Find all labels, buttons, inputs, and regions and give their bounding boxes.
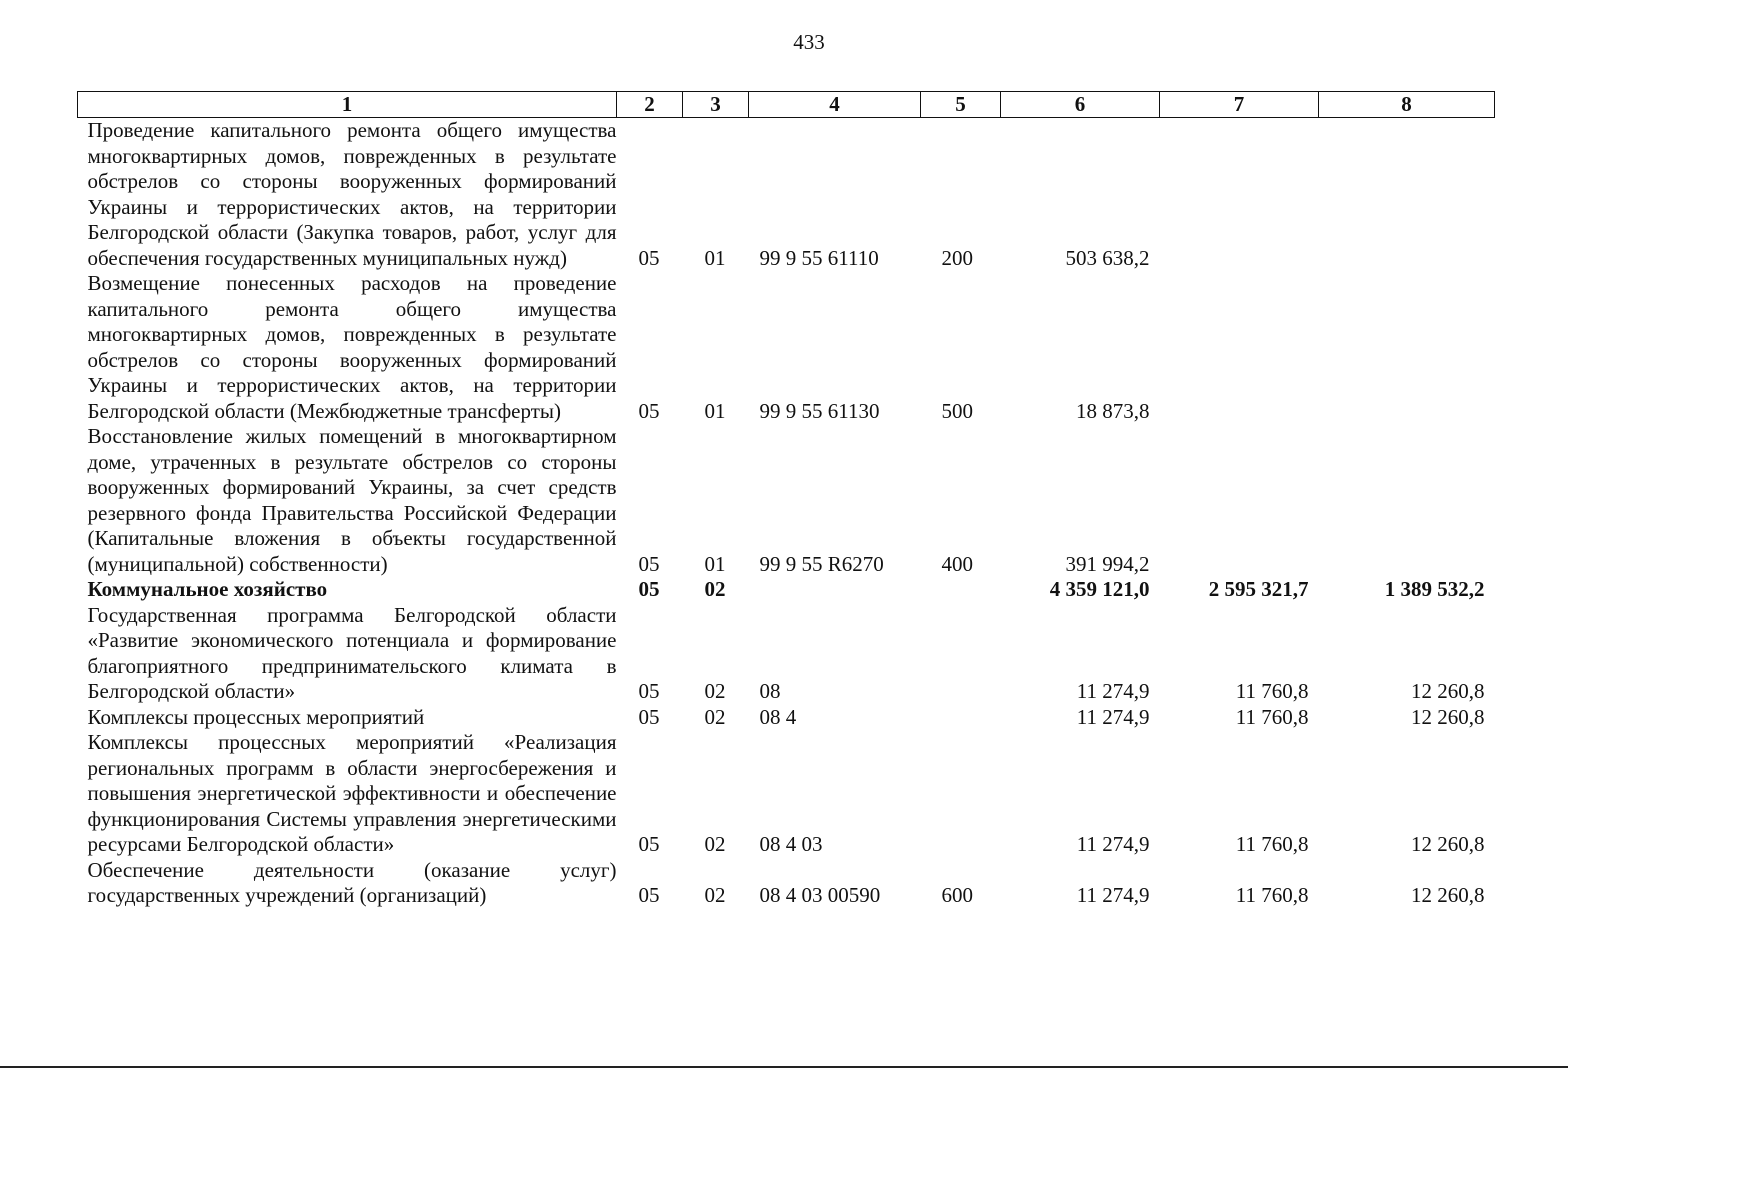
row-sum-year-1: 391 994,2 bbox=[1065, 551, 1150, 576]
row-target-article bbox=[749, 577, 921, 603]
page-number: 433 bbox=[793, 30, 825, 54]
table-row bbox=[78, 424, 1495, 577]
row-sum-year-3 bbox=[1319, 424, 1495, 577]
row-sum-year-3: 12 260,8 bbox=[1411, 832, 1485, 856]
table-row bbox=[78, 271, 1495, 424]
row-subsection-code: 02 bbox=[704, 679, 726, 703]
row-expense-type: 500 bbox=[941, 398, 973, 423]
row-name: Государственная программа Белгородской области «Развитие экономического потенциала и формирование благоприятного предпринимательского климата в Белгородской области» bbox=[87, 602, 617, 703]
row-sum-year-3 bbox=[1319, 118, 1495, 272]
row-section-code: 05 bbox=[638, 704, 660, 729]
column-header-5: 5 bbox=[921, 92, 1001, 118]
row-expense-type bbox=[921, 577, 1001, 603]
row-target-article: 08 4 03 bbox=[759, 832, 823, 856]
row-sum-year-2 bbox=[1160, 424, 1319, 577]
row-sum-year-1: 503 638,2 bbox=[1065, 245, 1150, 270]
column-header-4: 4 bbox=[749, 92, 921, 118]
budget-table bbox=[77, 91, 1495, 909]
row-subsection-code: 01 bbox=[704, 551, 726, 576]
row-target-article: 99 9 55 61110 bbox=[759, 245, 879, 270]
row-sum-year-1: 18 873,8 bbox=[1076, 398, 1150, 423]
column-header-3: 3 bbox=[683, 92, 749, 118]
row-name: Проведение капитального ремонта общего имущества многоквартирных домов, поврежденных в результате обстрелов со стороны вооруженных формирований Украины и террористических актов, на территории Белгородской области (Закупка товаров, работ, услуг для обеспечения государственных муниципальных нужд) bbox=[87, 118, 617, 270]
row-subsection-code: 02 bbox=[704, 883, 726, 907]
row-name: Восстановление жилых помещений в многоквартирном доме, утраченных в результате обстрелов со стороны вооруженных формирований Украины, за счет средств резервного фонда Правительства Российской Федерации (Капитальные вложения в объекты государственной (муниципальной) собственности) bbox=[87, 424, 617, 576]
row-section-code: 05 bbox=[638, 245, 660, 270]
row-sum-year-1: 4 359 121,0 bbox=[1049, 577, 1150, 601]
row-subsection-code: 02 bbox=[704, 704, 726, 729]
budget-table-container bbox=[77, 91, 1494, 909]
column-header-8: 8 bbox=[1319, 92, 1495, 118]
row-sum-year-3: 12 260,8 bbox=[1411, 704, 1485, 729]
row-name: Комплексы процессных мероприятий «Реализация региональных программ в области энергосбережения и повышения энергетической эффективности и обеспечение функционирования Системы управления энергетическими ресурсами Белгородской области» bbox=[87, 730, 617, 856]
column-header-7: 7 bbox=[1160, 92, 1319, 118]
row-name: Комплексы процессных мероприятий bbox=[87, 704, 425, 729]
table-row bbox=[78, 705, 1495, 731]
row-subsection-code: 02 bbox=[704, 577, 726, 601]
row-sum-year-2: 11 760,8 bbox=[1235, 679, 1309, 703]
row-target-article: 08 4 bbox=[759, 704, 797, 729]
row-subsection-code: 01 bbox=[704, 245, 726, 270]
column-header-2: 2 bbox=[617, 92, 683, 118]
row-sum-year-1: 11 274,9 bbox=[1076, 704, 1150, 729]
row-sum-year-3 bbox=[1319, 271, 1495, 424]
row-sum-year-2: 11 760,8 bbox=[1235, 704, 1309, 729]
table-row bbox=[78, 118, 1495, 272]
row-subsection-code: 02 bbox=[704, 832, 726, 856]
row-expense-type bbox=[921, 603, 1001, 705]
row-sum-year-2: 2 595 321,7 bbox=[1208, 577, 1309, 601]
page-bottom-rule bbox=[0, 1066, 1568, 1068]
row-expense-type bbox=[921, 730, 1001, 858]
row-name: Обеспечение деятельности (оказание услуг) государственных учреждений (организаций) bbox=[87, 857, 617, 907]
row-expense-type: 200 bbox=[941, 245, 973, 270]
row-expense-type: 600 bbox=[941, 883, 973, 907]
table-header-row bbox=[78, 92, 1495, 118]
row-section-code: 05 bbox=[638, 883, 660, 907]
row-sum-year-3: 12 260,8 bbox=[1411, 679, 1485, 703]
row-target-article: 99 9 55 61130 bbox=[759, 398, 880, 423]
table-row bbox=[78, 858, 1495, 909]
column-header-6: 6 bbox=[1001, 92, 1160, 118]
row-sum-year-2 bbox=[1160, 271, 1319, 424]
row-section-code: 05 bbox=[638, 679, 660, 703]
row-target-article: 08 bbox=[759, 679, 781, 703]
row-sum-year-1: 11 274,9 bbox=[1076, 883, 1150, 907]
row-name: Коммунальное хозяйство bbox=[87, 577, 328, 601]
row-sum-year-1: 11 274,9 bbox=[1076, 679, 1150, 703]
table-row-section-total bbox=[78, 577, 1495, 603]
row-section-code: 05 bbox=[638, 832, 660, 856]
row-section-code: 05 bbox=[638, 551, 660, 576]
column-header-1: 1 bbox=[78, 92, 617, 118]
row-section-code: 05 bbox=[638, 398, 660, 423]
table-row bbox=[78, 730, 1495, 858]
row-target-article: 08 4 03 00590 bbox=[759, 883, 881, 907]
row-sum-year-2: 11 760,8 bbox=[1235, 832, 1309, 856]
row-target-article: 99 9 55 R6270 bbox=[759, 551, 884, 576]
row-expense-type bbox=[921, 705, 1001, 731]
row-sum-year-1: 11 274,9 bbox=[1076, 832, 1150, 856]
row-sum-year-3: 1 389 532,2 bbox=[1384, 577, 1485, 601]
row-sum-year-2 bbox=[1160, 118, 1319, 272]
row-sum-year-3: 12 260,8 bbox=[1411, 883, 1485, 907]
row-sum-year-2: 11 760,8 bbox=[1235, 883, 1309, 907]
table-row bbox=[78, 603, 1495, 705]
row-subsection-code: 01 bbox=[704, 398, 726, 423]
row-section-code: 05 bbox=[638, 577, 660, 601]
row-expense-type: 400 bbox=[941, 551, 973, 576]
row-name: Возмещение понесенных расходов на проведение капитального ремонта общего имущества многоквартирных домов, поврежденных в результате обстрелов со стороны вооруженных формирований Украины и террористических актов, на территории Белгородской области (Межбюджетные трансферты) bbox=[87, 271, 617, 423]
